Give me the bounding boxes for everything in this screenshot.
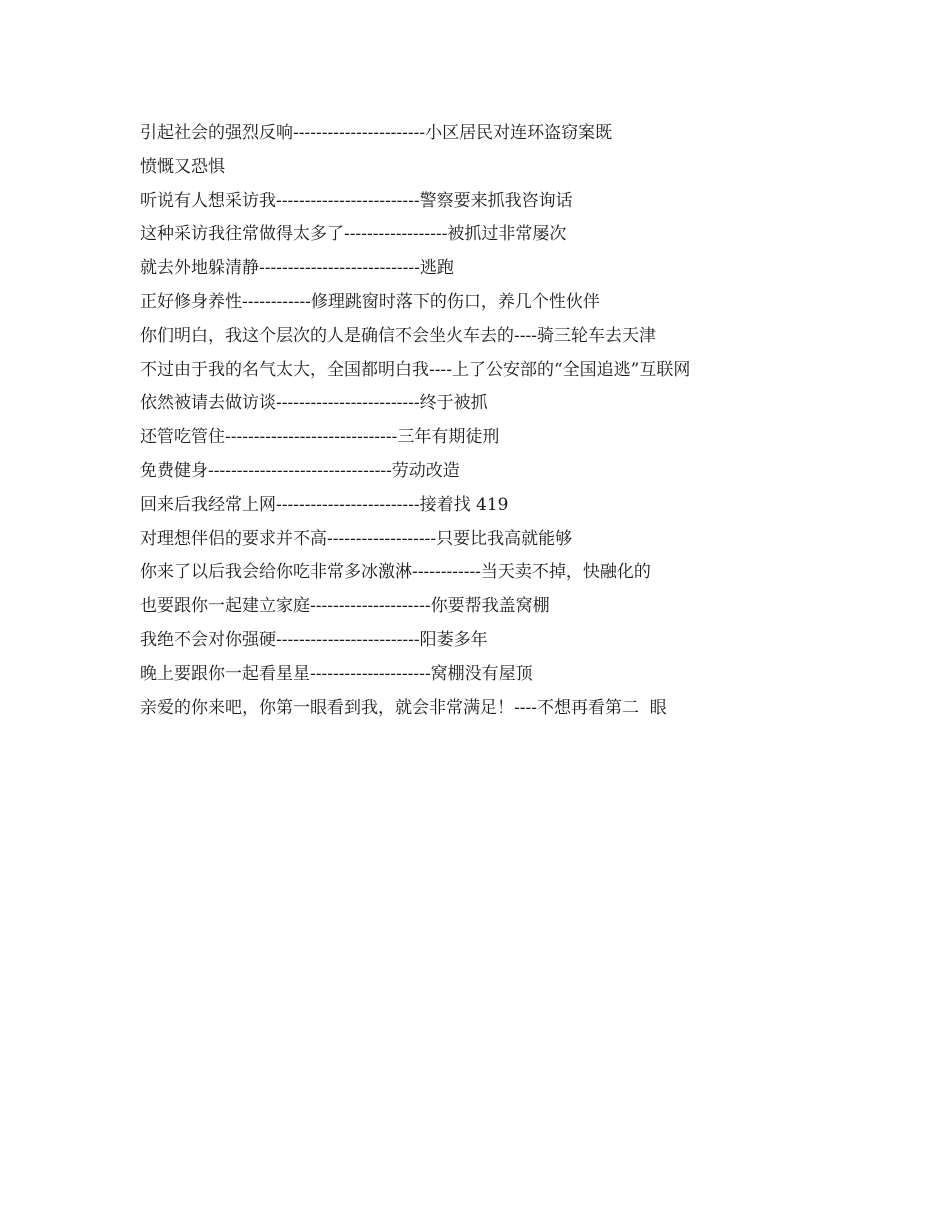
text-line: 你们明白，我这个层次的人是确信不会坐火车去的----骑三轮车去天津 (140, 325, 656, 346)
text-line: 晚上要跟你一起看星星---------------------窝棚没有屋顶 (140, 663, 533, 684)
text-line: 你来了以后我会给你吃非常多冰激淋------------当天卖不掉，快融化的 (140, 562, 651, 583)
text-line: 亲爱的你来吧，你第一眼看到我，就会非常满足！----不想再看第二 眼 (140, 697, 667, 718)
text-line: 也要跟你一起建立家庭---------------------你要帮我盖窝棚 (140, 596, 550, 617)
document-body (140, 117, 820, 725)
text-line: 正好修身养性------------修理跳窗时落下的伤口，养几个性伙伴 (140, 291, 600, 312)
text-line: 依然被请去做访谈-------------------------终于被抓 (140, 393, 488, 414)
text-line: 我绝不会对你强硬-------------------------阳萎多年 (140, 629, 488, 650)
text-line: 不过由于我的名气太大，全国都明白我----上了公安部的“全国追逃”互联网 (140, 359, 691, 380)
text-line: 免费健身--------------------------------劳动改造 (140, 460, 460, 481)
text-line: 就去外地躲清静----------------------------逃跑 (140, 258, 454, 279)
text-line: 回来后我经常上网-------------------------接着找 419 (140, 494, 509, 515)
text-line: 愤慨又恐惧 (140, 156, 225, 177)
text-line: 对理想伴侣的要求并不高-------------------只要比我高就能够 (140, 528, 573, 549)
text-line: 这种采访我往常做得太多了------------------被抓过非常屡次 (140, 224, 567, 245)
text-line: 引起社会的强烈反响-----------------------小区居民对连环盗窃案既 (140, 123, 613, 143)
text-line: 还管吃管住------------------------------三年有期徒刑 (140, 427, 500, 448)
text-line: 听说有人想采访我-------------------------警察要来抓我咨询话 (140, 190, 573, 211)
